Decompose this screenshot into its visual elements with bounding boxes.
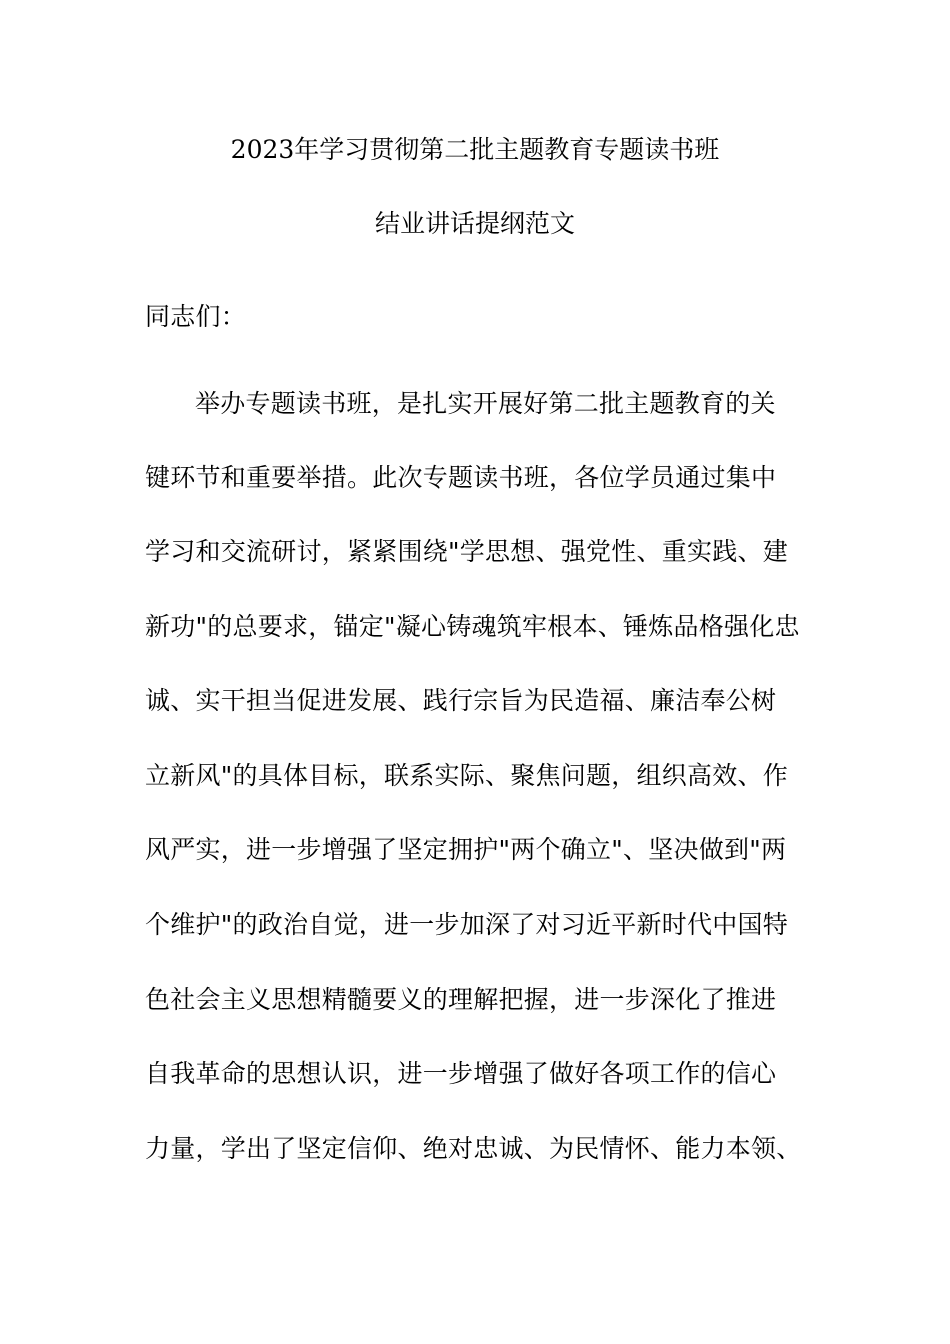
- title-line-1-text: 年学习贯彻第二批主题教育专题读书班: [294, 135, 720, 164]
- title-line-1: [0, 130, 950, 170]
- body-line: 个维护"的政治自觉，进一步加深了对习近平新时代中国特: [145, 910, 789, 939]
- body-line: 风严实，进一步增强了坚定拥护"两个确立"、坚决做到"两: [145, 835, 787, 864]
- body-line: 色社会主义思想精髓要义的理解把握，进一步深化了推进: [145, 985, 777, 1014]
- salutation: 同志们：: [145, 302, 247, 331]
- body-line: 诚、实干担当促进发展、践行宗旨为民造福、廉洁奉公树: [145, 686, 777, 715]
- title-line-2: 结业讲话提纲范文: [374, 209, 575, 238]
- body-line: 学习和交流研讨，紧紧围绕"学思想、强党性、重实践、建: [145, 537, 789, 566]
- body-line: 立新风"的具体目标，联系实际、聚焦问题，组织高效、作: [145, 761, 789, 790]
- title-year: 2023: [230, 135, 295, 164]
- body-line: 自我革命的思想认识，进一步增强了做好各项工作的信心: [145, 1059, 777, 1088]
- body-line: 新功"的总要求，锚定"凝心铸魂筑牢根本、锤炼品格强化忠: [145, 612, 800, 641]
- body-line: 举办专题读书班，是扎实开展好第二批主题教育的关: [195, 389, 776, 418]
- body-line: 键环节和重要举措。此次专题读书班，各位学员通过集中: [145, 463, 777, 492]
- body-line: 力量，学出了坚定信仰、绝对忠诚、为民情怀、能力本领、: [145, 1134, 802, 1163]
